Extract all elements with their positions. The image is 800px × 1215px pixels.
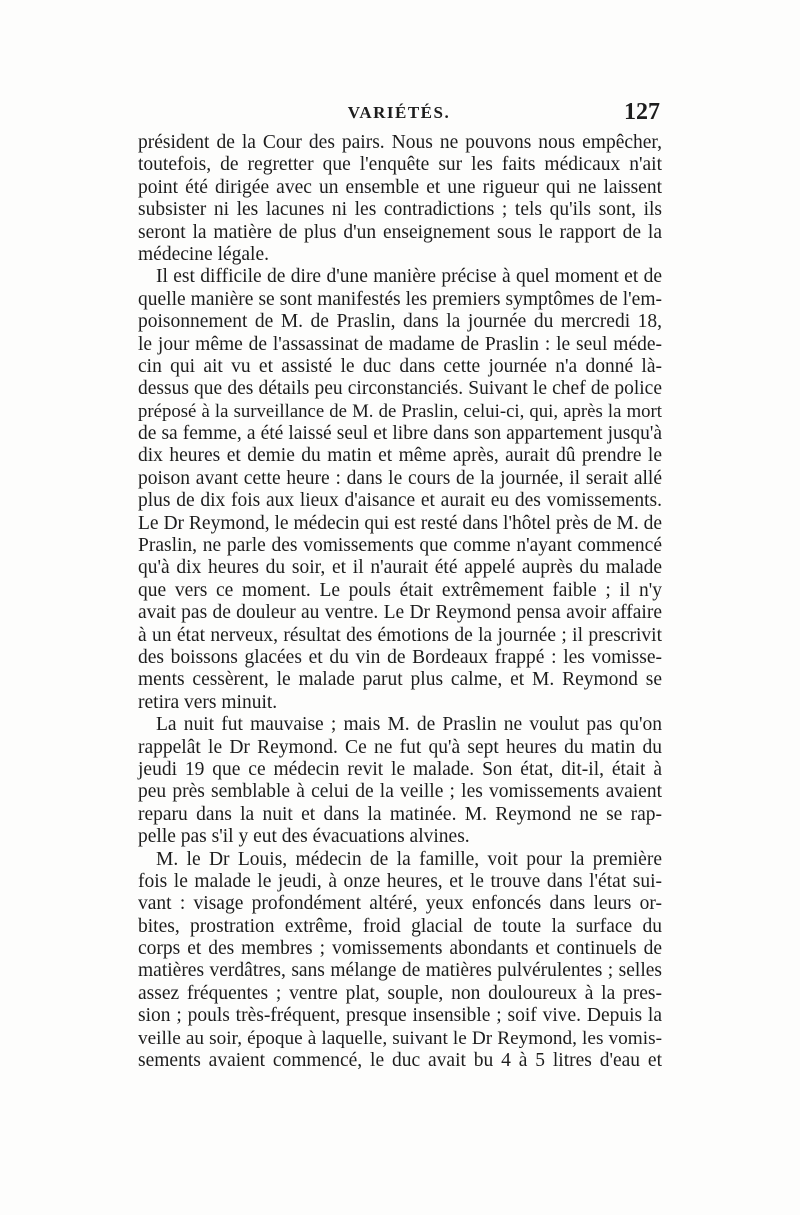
text-line: avait pas de douleur au ventre. Le Dr Reymond pensa avoir affaire — [138, 602, 662, 624]
text-line: La nuit fut mauvaise ; mais M. de Praslin ne voulut pas qu'on — [156, 714, 662, 736]
text-line: des boissons glacées et du vin de Bordeaux frappé : les vomisse- — [138, 646, 662, 668]
text-line: que vers ce moment. Le pouls était extrêmement faible ; il n'y — [138, 579, 662, 601]
text-line: président de la Cour des pairs. Nous ne pouvons nous empêcher, — [138, 132, 662, 153]
text-line: Le Dr Reymond, le médecin qui est resté dans l'hôtel près de M. de — [138, 512, 662, 534]
text-line: dix heures et demie du matin et même après, aurait dû prendre le — [138, 445, 662, 467]
text-line: Praslin, ne parle des vomissements que comme n'ayant commencé — [138, 535, 662, 557]
text-line: pelle pas s'il y eut des évacuations alvines. — [138, 826, 470, 848]
text-line: veille au soir, époque à laquelle, suivant le Dr Reymond, les vomis- — [138, 1027, 662, 1049]
text-line: sion ; pouls très-fréquent, presque insensible ; soif vive. Depuis la — [138, 1005, 662, 1027]
text-line: ments cessèrent, le malade parut plus calme, et M. Reymond se — [138, 669, 662, 691]
text-line: fois le malade le jeudi, à onze heures, et le trouve dans l'état sui- — [138, 870, 662, 892]
text-line: quelle manière se sont manifestés les premiers symptômes de l'em- — [138, 288, 662, 310]
body-text — [138, 132, 662, 1072]
text-line: sements avaient commencé, le duc avait bu 4 à 5 litres d'eau et — [138, 1050, 662, 1072]
text-line: M. le Dr Louis, médecin de la famille, voit pour la première — [156, 848, 662, 870]
text-line: reparu dans la nuit et dans la matinée. M. Reymond ne se rap- — [138, 803, 662, 825]
text-line: jeudi 19 que ce médecin revit le malade. Son état, dit-il, était à — [138, 758, 662, 780]
running-head — [138, 99, 660, 133]
text-line: assez fréquentes ; ventre plat, souple, non douloureux à la pres- — [138, 982, 662, 1004]
text-line: point été dirigée avec un ensemble et une rigueur qui ne laissent — [138, 176, 662, 198]
text-line: médecine légale. — [138, 243, 270, 265]
text-line: vant : visage profondément altéré, yeux enfoncés dans leurs or- — [138, 893, 662, 915]
text-line: seront la matière de plus d'un enseignement sous le rapport de la — [138, 221, 662, 243]
text-line: de sa femme, a été laissé seul et libre dans son appartement jusqu'à — [138, 423, 662, 445]
text-line: corps et des membres ; vomissements abondants et continuels de — [138, 938, 662, 960]
text-line: poison avant cette heure : dans le cours de la journée, il serait allé — [138, 467, 662, 489]
text-line: plus de dix fois aux lieux d'aisance et aurait eu des vomissements. — [138, 490, 662, 512]
text-line: dessus que des détails peu circonstanciés. Suivant le chef de police — [138, 378, 662, 400]
page-number: 127 — [624, 99, 660, 125]
running-title: VARIÉTÉS. — [347, 103, 451, 122]
text-line: rappelât le Dr Reymond. Ce ne fut qu'à sept heures du matin du — [138, 736, 662, 758]
text-line: à un état nerveux, résultat des émotions de la journée ; il prescrivit — [138, 624, 662, 646]
text-line: préposé à la surveillance de M. de Praslin, celui-ci, qui, après la mort — [138, 400, 662, 422]
text-line: poisonnement de M. de Praslin, dans la journée du mercredi 18, — [138, 311, 662, 333]
text-line: qu'à dix heures du soir, et il n'aurait été appelé auprès du malade — [138, 557, 662, 579]
text-line: matières verdâtres, sans mélange de matières pulvérulentes ; selles — [138, 960, 662, 982]
text-line: peu près semblable à celui de la veille ; les vomissements avaient — [138, 781, 662, 803]
text-line: toutefois, de regretter que l'enquête sur les faits médicaux n'ait — [138, 154, 662, 176]
text-line: Il est difficile de dire d'une manière précise à quel moment et de — [156, 266, 662, 288]
text-line: retira vers minuit. — [138, 691, 278, 713]
text-line: subsister ni les lacunes ni les contradictions ; tels qu'ils sont, ils — [138, 199, 662, 221]
text-line: le jour même de l'assassinat de madame de Praslin : le seul méde- — [138, 333, 662, 355]
text-line: bites, prostration extrême, froid glacial de toute la surface du — [138, 915, 662, 937]
text-line: cin qui ait vu et assisté le duc dans cette journée n'a donné là- — [138, 355, 662, 377]
